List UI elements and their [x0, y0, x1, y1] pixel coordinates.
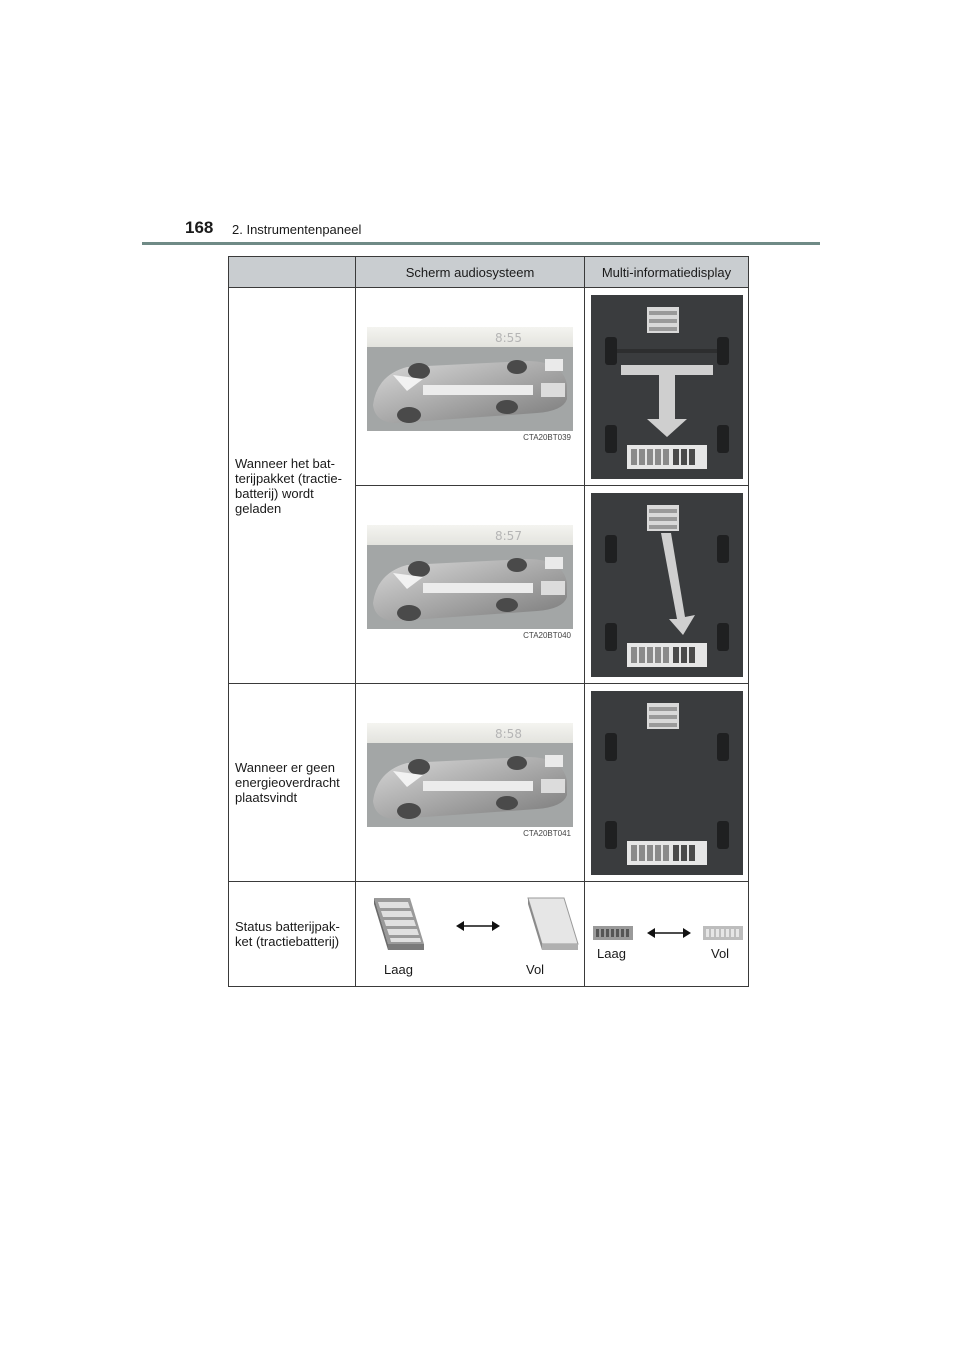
double-arrow-icon — [456, 920, 500, 932]
table-header-multi-info: Multi-informatiedisplay — [585, 257, 749, 288]
mid-charging-front-illustration — [591, 295, 743, 479]
mid-battery-state-full: Vol — [711, 946, 730, 961]
page-number: 168 — [185, 218, 214, 237]
row-label-line: plaatsvindt — [235, 790, 298, 805]
row-label-line: Wanneer het bat- — [235, 455, 335, 471]
energy-flow-table — [228, 256, 749, 987]
battery-full-icon — [520, 892, 584, 956]
clock-text: 8:55 — [495, 330, 522, 345]
battery-low-icon — [366, 892, 430, 956]
table-header-audio: Scherm audiosysteem — [356, 257, 585, 288]
row-label-line: Wanneer er geen — [235, 760, 335, 775]
audio-screen-cell — [356, 486, 585, 684]
mid-battery-state-low: Laag — [597, 946, 626, 961]
audio-screen-image — [367, 723, 573, 843]
clock-text: 8:57 — [495, 528, 522, 543]
row-label-charging — [229, 288, 356, 684]
row-label-line: geladen — [235, 500, 282, 516]
row-label-line: Status batterijpak- — [235, 919, 340, 934]
row-label-line: batterij) wordt — [235, 485, 314, 501]
double-arrow-icon — [647, 927, 691, 939]
audio-screen-cell — [356, 684, 585, 882]
table-header-row — [229, 257, 749, 288]
audio-screen-image — [367, 525, 573, 645]
car-energy-illustration — [367, 723, 573, 827]
clock-text: 8:58 — [495, 726, 522, 741]
image-code: CTA20BT041 — [523, 828, 571, 838]
table-row — [229, 684, 749, 882]
audio-screen-cell — [356, 288, 585, 486]
multi-info-cell — [585, 288, 749, 486]
mid-battery-full-icon — [703, 926, 743, 940]
audio-screen-image — [367, 327, 573, 447]
mid-battery-low-icon — [593, 926, 633, 940]
row-label-no-transfer — [229, 684, 356, 882]
section-title: 2. Instrumentenpaneel — [232, 222, 362, 237]
image-code: CTA20BT040 — [523, 630, 571, 640]
battery-state-full: Vol — [526, 962, 545, 977]
table-row — [229, 288, 749, 486]
header-rule — [142, 242, 820, 245]
car-energy-illustration — [367, 525, 573, 629]
multi-info-cell — [585, 684, 749, 882]
row-label-line: ket (tractiebatterij) — [235, 934, 340, 949]
multi-info-cell — [585, 486, 749, 684]
table-header-cell-empty — [229, 257, 356, 288]
table-row — [229, 882, 749, 987]
row-label-line: energieoverdracht — [235, 775, 340, 790]
battery-state-low: Laag — [384, 962, 413, 977]
mid-battery-status-cell — [585, 882, 749, 987]
mid-charging-regen-illustration — [591, 493, 743, 677]
row-label-battery-status — [229, 882, 356, 987]
car-energy-illustration — [367, 327, 573, 431]
mid-no-transfer-illustration — [591, 691, 743, 875]
image-code: CTA20BT039 — [523, 432, 571, 442]
row-label-line: terijpakket (tractie- — [235, 470, 342, 486]
audio-battery-status-cell — [356, 882, 585, 987]
